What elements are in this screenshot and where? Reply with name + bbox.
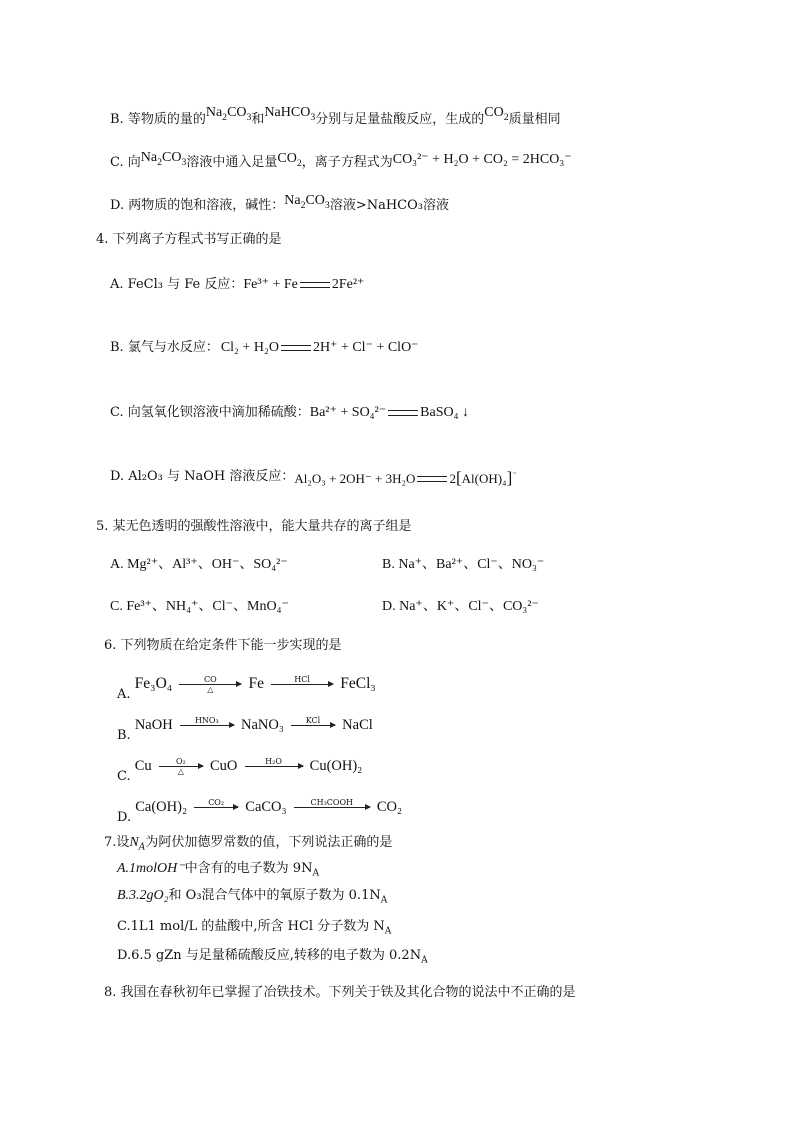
formula-co2: $CO_2$	[277, 151, 302, 169]
formula-na2co3: $Na_2CO_3$	[140, 150, 187, 168]
reaction-arrow-icon: HNO₃	[180, 716, 234, 735]
double-line-equals-icon	[300, 282, 330, 288]
q5-option-b[interactable]: B. Na⁺、Ba²⁺、Cl⁻、NO₃⁻	[382, 557, 545, 572]
reaction-arrow-icon: HCl	[271, 675, 333, 694]
equation-lhs: Ba²⁺ + SO₄²⁻	[309, 405, 387, 420]
q5-option-a[interactable]: A. Mg²⁺、Al³⁺、OH⁻、SO₄²⁻	[110, 557, 288, 572]
q7-option-b[interactable]: B.3.2gO₂和 O₃混合气体中的氧原子数为 $0.1N_A$	[117, 888, 388, 906]
q6-option-b[interactable]: B. NaOH HNO₃ NaNO₃ KCl NaCl	[117, 716, 373, 743]
q6-option-a[interactable]: A. Fe₃O₄ CO △ Fe HCl FeCl₃	[117, 675, 376, 702]
q4-option-a[interactable]: A. FeCl₃ 与 Fe 反应：Fe³⁺ + Fe 2Fe²⁺	[110, 277, 365, 292]
q7-option-a[interactable]: A.1molOH⁻中含有的电子数为 $9N_A$	[117, 861, 320, 879]
q4-option-c[interactable]: C. 向氢氧化钡溶液中滴加稀硫酸：Ba²⁺ + SO₄²⁻ BaSO₄ ↓	[110, 405, 469, 420]
reaction-arrow-icon: CH₃COOH	[294, 798, 370, 817]
q3-option-c[interactable]: C. 向$Na_2CO_3$溶液中通入足量$CO_2$，离子方程式为CO₃²⁻ + H₂O + CO₂ = 2HCO₃⁻	[110, 150, 572, 170]
formula-na2co3: $Na_2CO_3$	[284, 193, 330, 211]
equation-lhs: Al₂O₃ + 2OH⁻ + 3H₂O	[294, 471, 416, 486]
q5-option-c[interactable]: C. Fe³⁺、NH₄⁺、Cl⁻、MnO₄⁻	[110, 599, 289, 614]
q5-stem: 5. 某无色透明的强酸性溶液中，能大量共存的离子组是	[96, 519, 412, 534]
q7-option-c[interactable]: C.1L1 mol/L 的盐酸中,所含 HCl 分子数为 $N_A$	[117, 919, 392, 937]
equation-lhs: Fe³⁺ + Fe	[243, 277, 298, 292]
reaction-arrow-icon: KCl	[291, 716, 335, 735]
q4-option-d[interactable]: D. Al₂O₃ 与 NaOH 溶液反应：Al₂O₃ + 2OH⁻ + 3H₂O 2[Al(OH)₄]⁻	[110, 468, 518, 487]
equation-rhs: 2H⁺ + Cl⁻ + ClO⁻	[312, 340, 419, 355]
q4-stem: 4. 下列离子方程式书写正确的是	[96, 232, 282, 247]
q3-option-d[interactable]: D. 两物质的饱和溶液，碱性：$Na_2CO_3$溶液>NaHCO₃溶液	[110, 193, 449, 213]
formula-nahco3: NaHCO$_3$	[264, 105, 316, 123]
reaction-arrow-icon: O₂ △	[159, 757, 203, 776]
q8-stem: 8. 我国在春秋初年已掌握了冶铁技术。下列关于铁及其化合物的说法中不正确的是	[104, 985, 576, 1000]
reaction-arrow-icon: CO₂	[194, 798, 238, 817]
q3-option-b[interactable]: B. 等物质的量的$Na_2CO_3$和NaHCO$_3$分别与足量盐酸反应，生成的$CO_2$质量相同	[110, 105, 561, 127]
equation-lhs: Cl₂ + H₂O	[220, 340, 279, 355]
q6-option-c[interactable]: C. Cu O₂ △ CuO H₂O Cu(OH)₂	[117, 757, 363, 784]
equation-rhs: 2[Al(OH)₄]⁻	[449, 468, 518, 487]
equation-rhs: BaSO₄ ↓	[420, 405, 469, 420]
q6-stem: 6. 下列物质在给定条件下能一步实现的是	[104, 638, 342, 653]
formula-co2: $CO_2$	[484, 105, 509, 123]
q4-option-b[interactable]: B. 氯气与水反应： Cl₂ + H₂O 2H⁺ + Cl⁻ + ClO⁻	[110, 340, 419, 355]
double-line-equals-icon	[417, 476, 447, 482]
equation-rhs: 2Fe²⁺	[331, 277, 365, 292]
q7-option-d[interactable]: D.6.5 gZn 与足量稀硫酸反应,转移的电子数为 $0.2N_A$	[117, 948, 428, 966]
ionic-equation: CO₃²⁻ + H₂O + CO₂ = 2HCO₃⁻	[392, 152, 572, 167]
reaction-arrow-icon: CO △	[179, 675, 241, 694]
double-line-equals-icon	[281, 345, 311, 351]
q6-option-d[interactable]: D. Ca(OH)₂ CO₂ CaCO₃ CH₃COOH CO₂	[117, 798, 403, 825]
reaction-arrow-icon: H₂O	[245, 757, 303, 776]
double-line-equals-icon	[388, 410, 418, 416]
formula-na2co3: $Na_2CO_3$	[205, 105, 252, 123]
q5-option-d[interactable]: D. Na⁺、K⁺、Cl⁻、CO₃²⁻	[382, 599, 539, 614]
q7-stem: 7.设$N_A$为阿伏加德罗常数的值，下列说法正确的是	[104, 835, 393, 853]
